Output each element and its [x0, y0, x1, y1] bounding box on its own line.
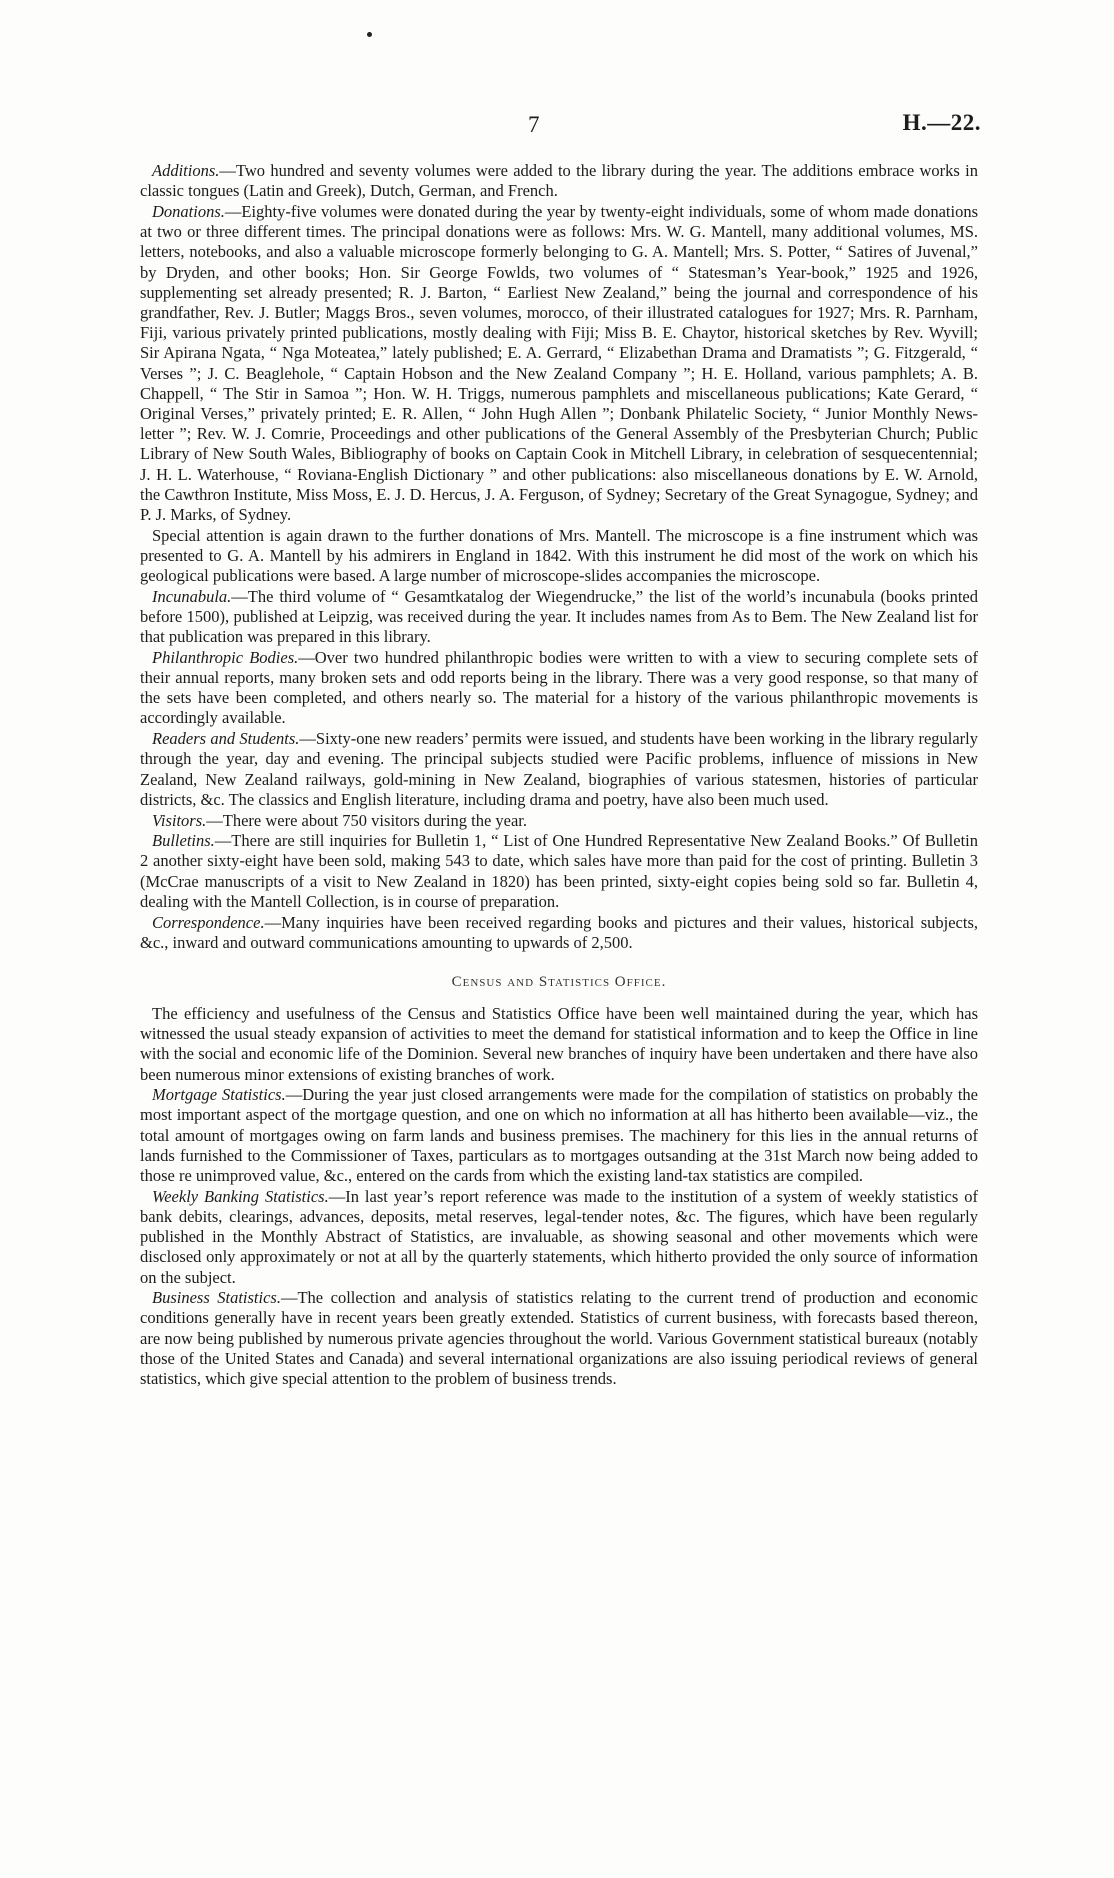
paragraph-bulletins	[140, 831, 978, 912]
paragraph-text: —In last year’s report reference was made to the institution of a system of weekly statistics of bank debits, clearings, advances, deposits, metal reserves, legal-tender notes, &c. The figures, which have been regularly published in the Monthly Abstract of Statistics, are invaluable, as showing seasonal and other movements which were disclosed only approximately or not at all by the quarterly statements, which hitherto provided the only source of information on the subject.	[140, 1186, 978, 1287]
paragraph-lead: Donations.	[152, 201, 225, 221]
paragraph-text: Special attention is again drawn to the further donations of Mrs. Mantell. The microscope is a fine instrument which was presented to G. A. Mantell by his admirers in England in 1842. With this instrument he did most of the work on which his geological publications were based. A large number of microscope-slides accompanies the microscope.	[140, 525, 978, 586]
paragraph-census-intro	[140, 1004, 978, 1085]
section-heading: Census and Statistics Office.	[451, 973, 667, 990]
paragraph-lead: Incunabula.	[152, 586, 232, 606]
paragraph-correspondence	[140, 913, 978, 953]
paragraph-lead: Business Statistics.	[152, 1288, 281, 1308]
paragraph-lead: Visitors.	[152, 810, 207, 830]
paragraph-visitors	[140, 811, 978, 831]
paragraph-lead: Weekly Banking Statistics.	[152, 1186, 329, 1206]
paragraph-text: —There were about 750 visitors during the year.	[206, 810, 527, 830]
paragraph-lead: Readers and Students.	[152, 729, 300, 749]
paragraph-mortgage-statistics	[140, 1085, 978, 1186]
paragraph-weekly-banking-statistics	[140, 1187, 978, 1288]
paragraph-donations	[140, 202, 978, 525]
paragraph-text: —Eighty-five volumes were donated during the year by twenty-eight individuals, some of whom made donations at two or three different times. The principal donations were as follows: Mrs. W. G. Mantell, many additional volumes, MS. letters, notebooks, and also a valuable microscope formerly belonging to G. A. Mantell; Mrs. S. Potter, “ Satires of Juvenal,” by Dryden, and other books; Hon. Sir George Fowlds, two volumes of “ Statesman’s Year-book,” 1925 and 1926, supplementing set already presented; R. J. Barton, “ Earliest New Zealand,” being the journal and correspondence of his grandfather, Rev. J. Butler; Maggs Bros., seven volumes, morocco, of their illustrated catalogues for 1927; Mrs. R. Parnham, Fiji, various privately printed publications, mostly dealing with Fiji; Miss B. E. Chaytor, historical sketches by Rev. Wyvill; Sir Apirana Ngata, “ Nga Moteatea,” lately published; E. A. Gerrard, “ Elizabethan Drama and Dramatists ”; G. Fitzgerald, “ Verses ”; J. C. Beaglehole, “ Captain Hobson and the New Zealand Company ”; H. E. Holland, various pamphlets; A. B. Chappell, “ The Stir in Samoa ”; Hon. W. H. Triggs, numerous pamphlets and miscellaneous publications; Kate Gerard, “ Original Verses,” privately printed; E. R. Allen, “ John Hugh Allen ”; Donbank Philatelic Society, “ Junior Monthly News-letter ”; Rev. W. J. Comrie, Proceedings and other publications of the General Assembly of the Presbyterian Church; Public Library of New South Wales, Bibliography of books on Captain Cook in Mitchell Library, in celebration of sesquecentennial; J. H. L. Waterhouse, “ Roviana-English Dictionary ” and other publications: also miscellaneous donations by E. W. Arnold, the Cawthron Institute, Miss Moss, E. J. D. Hercus, J. A. Ferguson, of Sydney; Secretary of the Great Synagogue, Sydney; and P. J. Marks, of Sydney.	[140, 201, 978, 524]
paragraph-incunabula	[140, 587, 978, 648]
paragraph-business-statistics	[140, 1288, 978, 1389]
paragraph-text: The efficiency and usefulness of the Census and Statistics Office have been well maintained during the year, which has witnessed the usual steady expansion of activities to meet the demand for statistical information and to keep the Office in line with the social and economic life of the Dominion. Several new branches of inquiry have been undertaken and there have also been numerous minor extensions of existing branches of work.	[140, 1003, 978, 1084]
printer-mark	[367, 32, 372, 37]
paragraph-text: —During the year just closed arrangements were made for the compilation of statistics on probably the most important aspect of the mortgage question, and one on which no information at all has hitherto been available—viz., the total amount of mortgages owing on farm lands and business premises. The machinery for this lies in the annual returns of lands furnished to the Commissioner of Taxes, particulars as to mortgages outsanding at the 31st March now being added to those re unimproved value, &c., entered on the cards from which the existing land-tax statistics are compiled.	[140, 1085, 978, 1186]
paragraph-text: —Two hundred and seventy volumes were added to the library during the year. The additions embrace works in classic tongues (Latin and Greek), Dutch, German, and French.	[140, 161, 978, 201]
paragraph-mantell-microscope	[140, 526, 978, 587]
document-reference: H.—22.	[902, 110, 981, 135]
paragraph-text: —Sixty-one new readers’ permits were issued, and students have been working in the library regularly through the year, day and evening. The principal subjects studied were Pacific problems, influence of missions in New Zealand, New Zealand railways, gold-mining in New Zealand, biographies of various statesmen, histories of particular districts, &c. The classics and English literature, including drama and poetry, have also been much used.	[140, 729, 979, 809]
paragraph-lead: Philanthropic Bodies.	[152, 647, 299, 667]
body-text	[140, 161, 978, 1389]
paragraph-lead: Bulletins.	[152, 831, 215, 851]
paragraph-readers-students	[140, 729, 978, 810]
paragraph-text: —The collection and analysis of statistics relating to the current trend of production and economic conditions generally have in recent years been greatly extended. Statistics of current business, with forecasts based thereon, are now being published by numerous private agencies throughout the world. Various Government statistical bureaux (notably those of the United States and Canada) and several international organizations are also issuing periodical reviews of general statistics, which give special attention to the problem of business trends.	[140, 1288, 978, 1389]
paragraph-philanthropic-bodies	[140, 648, 978, 729]
paragraph-text: —Many inquiries have been received regarding books and pictures and their values, historical subjects, &c., inward and outward communications amounting to upwards of 2,500.	[140, 912, 978, 952]
paragraph-text: —Over two hundred philanthropic bodies were written to with a view to securing complete sets of their annual reports, many broken sets and odd reports being in the library. There was a very good response, so that many of the sets have been completed, and others nearly so. The material for a history of the various philanthropic movements is accordingly available.	[140, 647, 978, 728]
paragraph-lead: Correspondence.	[152, 912, 265, 932]
paragraph-lead: Additions.	[152, 161, 220, 180]
paragraph-additions	[140, 161, 978, 201]
page-number: 7	[528, 112, 540, 137]
paragraph-text: —The third volume of “ Gesamtkatalog der Wiegendrucke,” the list of the world’s incunabula (books printed before 1500), published at Leipzig, was received during the year. It includes names from As to Bem. The New Zealand list for that publication was prepared in this library.	[140, 586, 978, 647]
paragraph-text: —There are still inquiries for Bulletin 1, “ List of One Hundred Representative New Zealand Books.” Of Bulletin 2 another sixty-eight have been sold, making 543 to date, which sales have more than paid for the cost of printing. Bulletin 3 (McCrae manuscripts of a visit to New Zealand in 1820) has been printed, sixty-eight copies being sold so far. Bulletin 4, dealing with the Mantell Collection, is in course of preparation.	[140, 831, 978, 911]
paragraph-lead: Mortgage Statistics.	[152, 1085, 286, 1105]
